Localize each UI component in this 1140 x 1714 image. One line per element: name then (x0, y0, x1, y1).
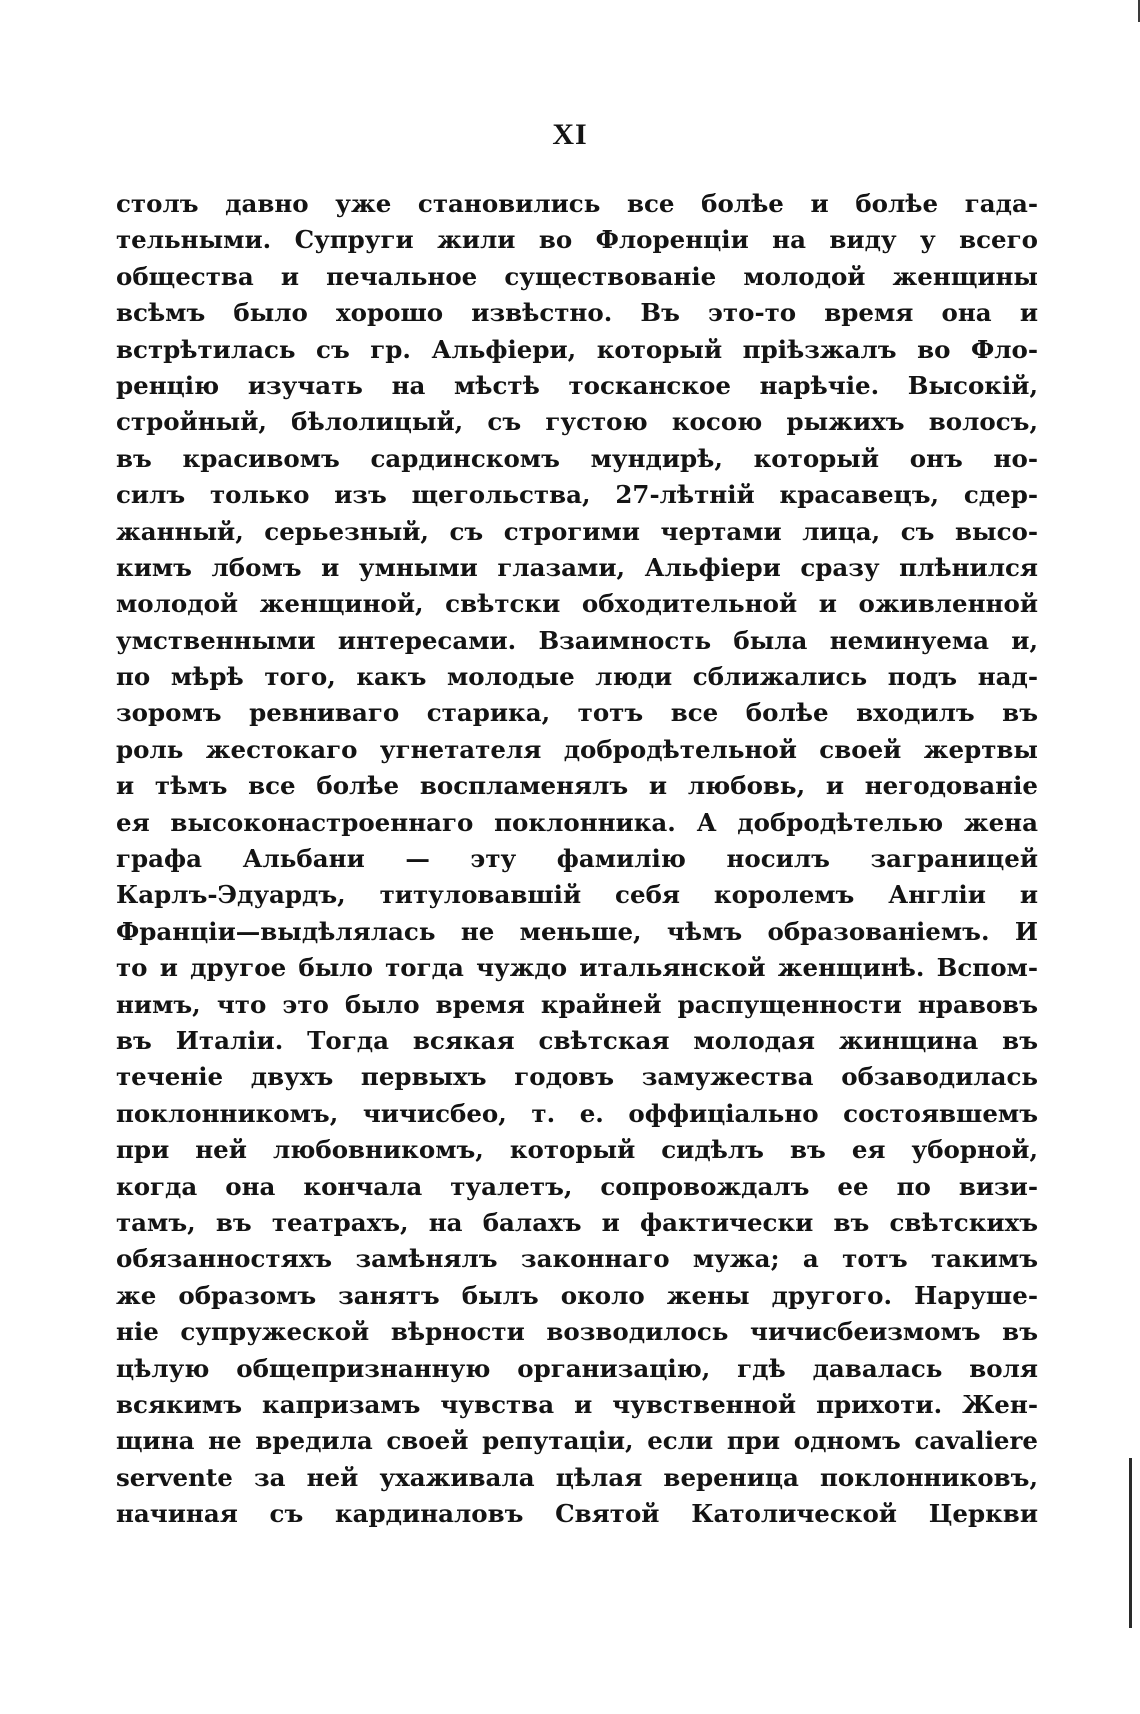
text-line: и тѣмъ все болѣе воспламенялъ и любовь, и негодованіе (116, 771, 1038, 801)
page-number: XI (552, 118, 588, 151)
text-line: жанный, серьезный, съ строгими чертами лица, съ высо- (116, 516, 1038, 546)
text-line: то и другое было тогда чуждо итальянской женщинѣ. Вспом- (116, 953, 1038, 983)
text-line: теченіе двухъ первыхъ годовъ замужества обзаводилась (116, 1062, 1038, 1092)
text-line: Франціи—выдѣлялась не меньше, чѣмъ образованіемъ. И (116, 916, 1038, 946)
text-line: тамъ, въ театрахъ, на балахъ и фактически въ свѣтскихъ (116, 1207, 1038, 1237)
text-line: щина не вредила своей репутаціи, если при одномъ cavaliere (116, 1426, 1038, 1456)
text-line: Карлъ-Эдуардъ, титуловавшій себя королемъ Англіи и (116, 880, 1038, 910)
body-text (116, 186, 1038, 1532)
text-line: servente за ней ухаживала цѣлая вереница поклонниковъ, (116, 1462, 1038, 1492)
text-line: же образомъ занятъ былъ около жены другого. Наруше- (116, 1280, 1038, 1310)
text-line: столъ давно уже становились все болѣе и болѣе гада- (116, 189, 1038, 218)
text-line: ея высоконастроеннаго поклонника. А добродѣтелью жена (116, 807, 1038, 837)
text-line: зоромъ ревниваго старика, тотъ все болѣе входилъ въ (116, 698, 1038, 728)
text-line: силъ только изъ щегольства, 27-лѣтній красавецъ, сдер- (116, 480, 1038, 510)
page-edge-mark (1129, 1458, 1132, 1628)
text-line: молодой женщиной, свѣтски обходительной и оживленной (116, 589, 1038, 619)
text-line: нимъ, что это было время крайней распущенности нравовъ (116, 989, 1038, 1019)
text-line: поклонникомъ, чичисбео, т. е. оффиціально состоявшемъ (116, 1098, 1038, 1128)
text-line: ніе супружеской вѣрности возводилось чичисбеизмомъ въ (116, 1317, 1038, 1347)
text-line: ренцію изучать на мѣстѣ тосканское нарѣчіе. Высокій, (116, 370, 1038, 400)
text-line: по мѣрѣ того, какъ молодые люди сближались подъ над- (116, 662, 1038, 692)
text-line: общества и печальное существованіе молодой женщины (116, 261, 1038, 291)
text-line: обязанностяхъ замѣнялъ законнаго мужа; а тотъ такимъ (116, 1244, 1038, 1274)
text-line: цѣлую общепризнанную организацію, гдѣ давалась воля (116, 1353, 1038, 1383)
text-line: при ней любовникомъ, который сидѣлъ въ ея уборной, (116, 1135, 1038, 1165)
text-line: графа Альбани — эту фамилію носилъ заграницей (116, 844, 1038, 874)
text-line: встрѣтилась съ гр. Альфіери, который пріѣзжалъ во Фло- (116, 334, 1038, 364)
text-line: кимъ лбомъ и умными глазами, Альфіери сразу плѣнился (116, 552, 1038, 582)
text-line: стройный, бѣлолицый, съ густою косою рыжихъ волосъ, (116, 407, 1038, 437)
text-line: когда она кончала туалетъ, сопровождалъ ее по визи- (116, 1171, 1038, 1201)
text-line: всякимъ капризамъ чувства и чувственной прихоти. Жен- (116, 1389, 1038, 1419)
text-line: всѣмъ было хорошо извѣстно. Въ это-то время она и (116, 298, 1038, 328)
text-line: роль жестокаго угнетателя добродѣтельной своей жертвы (116, 734, 1038, 764)
text-line: въ красивомъ сардинскомъ мундирѣ, который онъ но- (116, 443, 1038, 473)
text-line: начиная съ кардиналовъ Святой Католической Церкви (116, 1499, 1038, 1529)
text-line: умственными интересами. Взаимность была неминуема и, (116, 625, 1038, 655)
text-line: въ Италіи. Тогда всякая свѣтская молодая жинщина въ (116, 1025, 1038, 1055)
text-line: тельными. Супруги жили во Флоренціи на виду у всего (116, 225, 1038, 255)
